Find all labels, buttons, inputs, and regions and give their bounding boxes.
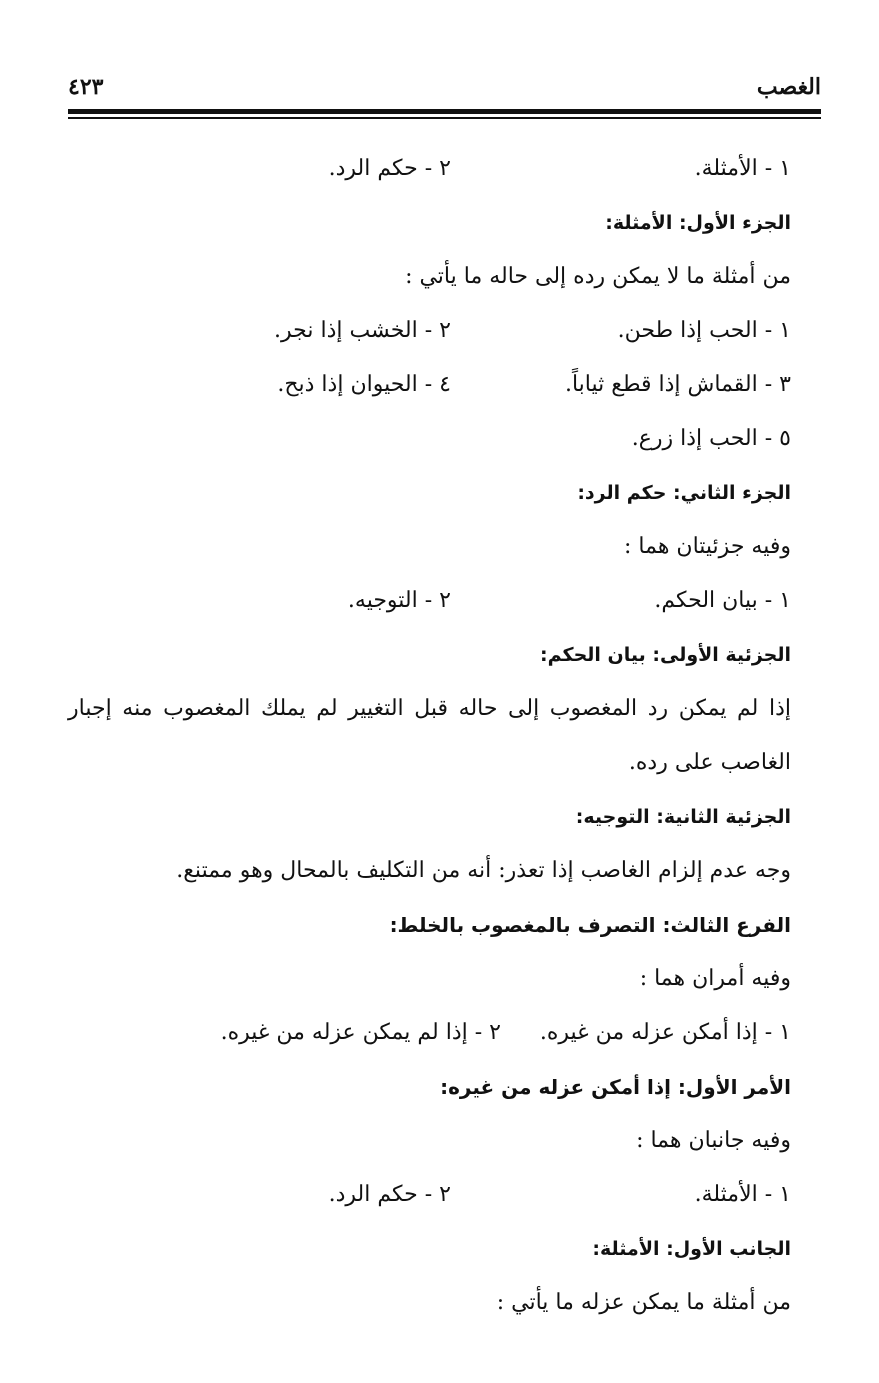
list-item: ٢ - الخشب إذا نجر. xyxy=(274,318,451,343)
list-item: ١ - الأمثلة. xyxy=(694,156,791,181)
paragraph: من أمثلة ما لا يمكن رده إلى حاله ما يأتي : xyxy=(405,264,791,289)
list-row xyxy=(68,358,791,412)
section-heading: الأمر الأول: إذا أمكن عزله من غيره: xyxy=(440,1075,791,1099)
paragraph: وفيه جزئيتان هما : xyxy=(624,534,791,559)
header-rule-thin xyxy=(68,117,821,119)
list-item: ٢ - التوجيه. xyxy=(347,588,451,613)
list-row xyxy=(68,1006,791,1060)
body-text xyxy=(68,142,791,1330)
chapter-title: الغصب xyxy=(756,74,821,100)
paragraph: وفيه جانبان هما : xyxy=(636,1128,791,1153)
section-heading: الجزئية الثانية: التوجيه: xyxy=(575,806,791,828)
paragraph: وجه عدم إلزام الغاصب إذا تعذر: أنه من التكليف بالمحال وهو ممتنع. xyxy=(176,858,791,883)
list-row xyxy=(68,412,791,466)
list-item: ١ - الحب إذا طحن. xyxy=(617,318,791,343)
list-item: ٢ - حكم الرد. xyxy=(328,1182,451,1207)
list-item: ١ - بيان الحكم. xyxy=(654,588,791,613)
header-rule-thick xyxy=(68,109,821,114)
list-item: ٤ - الحيوان إذا ذبح. xyxy=(277,372,451,397)
list-item: ٣ - القماش إذا قطع ثياباً. xyxy=(564,372,791,397)
list-row xyxy=(68,142,791,196)
paragraph: وفيه أمران هما : xyxy=(639,966,791,991)
running-header xyxy=(68,74,821,104)
list-row xyxy=(68,1168,791,1222)
list-row xyxy=(68,574,791,628)
list-item: ٥ - الحب إذا زرع. xyxy=(631,426,791,451)
section-heading: الجانب الأول: الأمثلة: xyxy=(592,1238,791,1260)
page-number: ٤٢٣ xyxy=(68,74,104,100)
list-item: ١ - إذا أمكن عزله من غيره. xyxy=(539,1020,791,1045)
section-heading: الجزئية الأولى: بيان الحكم: xyxy=(540,644,791,666)
paragraph: الغاصب على رده. xyxy=(628,750,791,775)
list-item: ١ - الأمثلة. xyxy=(694,1182,791,1207)
paragraph: إذا لم يمكن رد المغصوب إلى حاله قبل التغيير لم يملك المغصوب منه إجبار xyxy=(68,696,791,721)
list-row xyxy=(68,304,791,358)
section-heading: الجزء الأول: الأمثلة: xyxy=(605,212,791,234)
section-heading: الجزء الثاني: حكم الرد: xyxy=(577,482,791,504)
list-item: ٢ - حكم الرد. xyxy=(328,156,451,181)
branch-heading: الفرع الثالث: التصرف بالمغصوب بالخلط: xyxy=(389,913,791,937)
list-item: ٢ - إذا لم يمكن عزله من غيره. xyxy=(220,1020,501,1045)
paragraph: من أمثلة ما يمكن عزله ما يأتي : xyxy=(496,1290,791,1315)
